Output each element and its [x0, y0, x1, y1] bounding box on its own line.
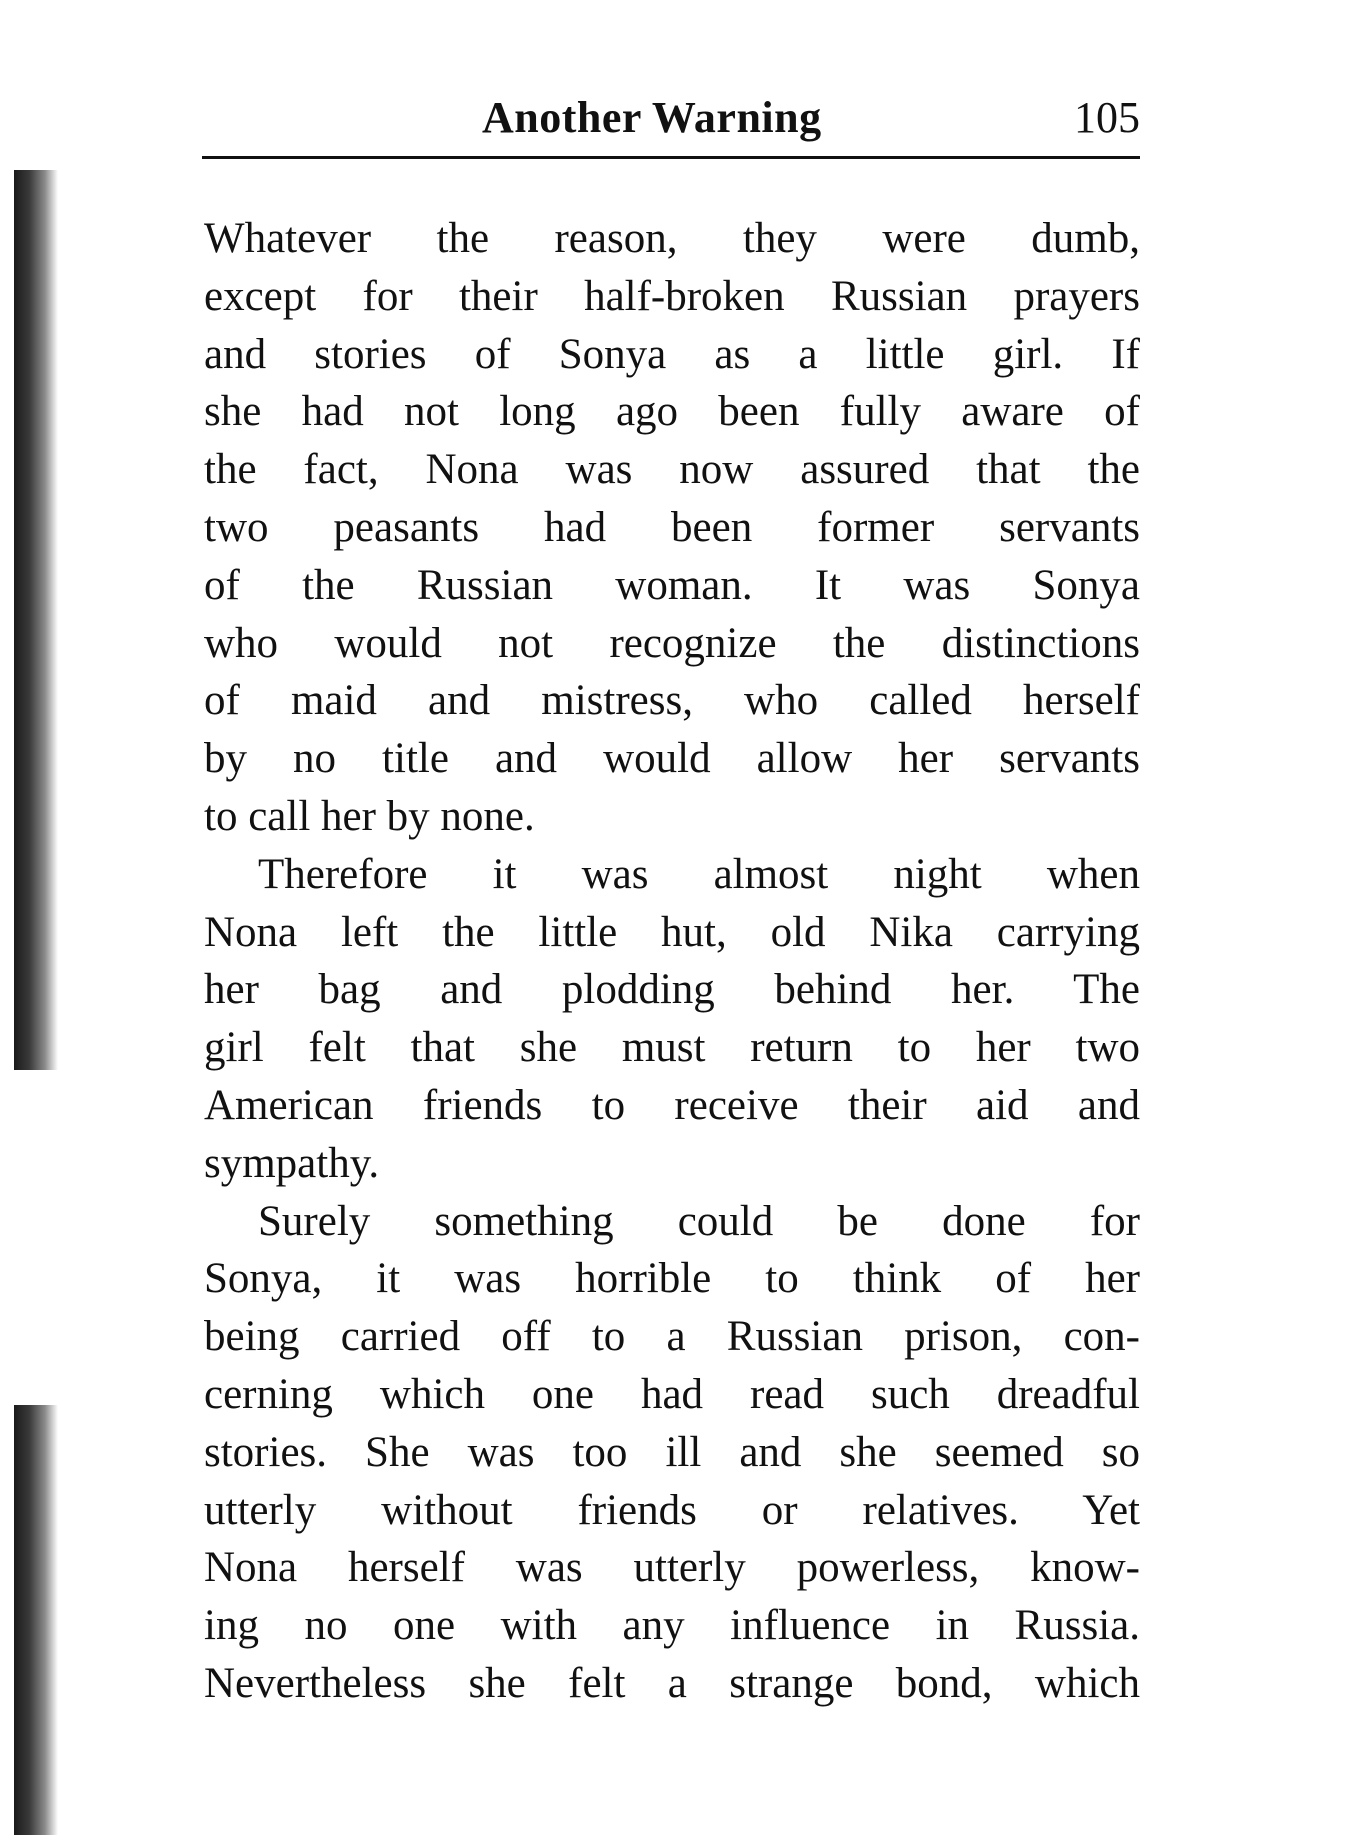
- page-header: [202, 92, 1140, 152]
- text-line: Nevertheless she felt a strange bond, which: [204, 1659, 1140, 1707]
- text-line: except for their half-broken Russian prayers: [204, 272, 1140, 320]
- text-line: of the Russian woman. It was Sonya: [204, 561, 1140, 609]
- body-text: [204, 210, 1140, 1713]
- text-line: to call her by none.: [204, 792, 535, 840]
- text-line: two peasants had been former servants: [204, 503, 1140, 551]
- header-rule: [202, 156, 1140, 159]
- text-line: Nona left the little hut, old Nika carrying: [204, 908, 1140, 956]
- text-line: being carried off to a Russian prison, con-: [204, 1313, 1140, 1361]
- text-line: who would not recognize the distinctions: [204, 619, 1140, 667]
- text-line: of maid and mistress, who called herself: [204, 677, 1140, 725]
- page-number: 105: [1074, 93, 1140, 142]
- text-line: cerning which one had read such dreadful: [204, 1370, 1140, 1418]
- scan-edge-shadow: [14, 1405, 58, 1835]
- text-line: she had not long ago been fully aware of: [204, 388, 1140, 436]
- running-title: Another Warning: [482, 93, 822, 142]
- text-line: her bag and plodding behind her. The: [204, 966, 1140, 1014]
- text-line: stories. She was too ill and she seemed so: [204, 1428, 1140, 1476]
- text-line: utterly without friends or relatives. Yet: [204, 1486, 1140, 1534]
- scan-edge-shadow: [14, 170, 58, 1070]
- text-line: Surely something could be done for: [258, 1197, 1140, 1245]
- text-line: Sonya, it was horrible to think of her: [204, 1255, 1140, 1303]
- text-line: Nona herself was utterly powerless, know-: [204, 1544, 1140, 1592]
- text-line: the fact, Nona was now assured that the: [204, 446, 1140, 494]
- text-line: sympathy.: [204, 1139, 380, 1187]
- text-line: Whatever the reason, they were dumb,: [204, 215, 1140, 262]
- text-line: ing no one with any influence in Russia.: [204, 1602, 1140, 1650]
- text-line: girl felt that she must return to her two: [204, 1024, 1140, 1072]
- text-line: Therefore it was almost night when: [258, 850, 1140, 898]
- text-line: and stories of Sonya as a little girl. If: [204, 330, 1140, 378]
- text-line: by no title and would allow her servants: [204, 735, 1140, 783]
- text-line: American friends to receive their aid and: [204, 1081, 1140, 1129]
